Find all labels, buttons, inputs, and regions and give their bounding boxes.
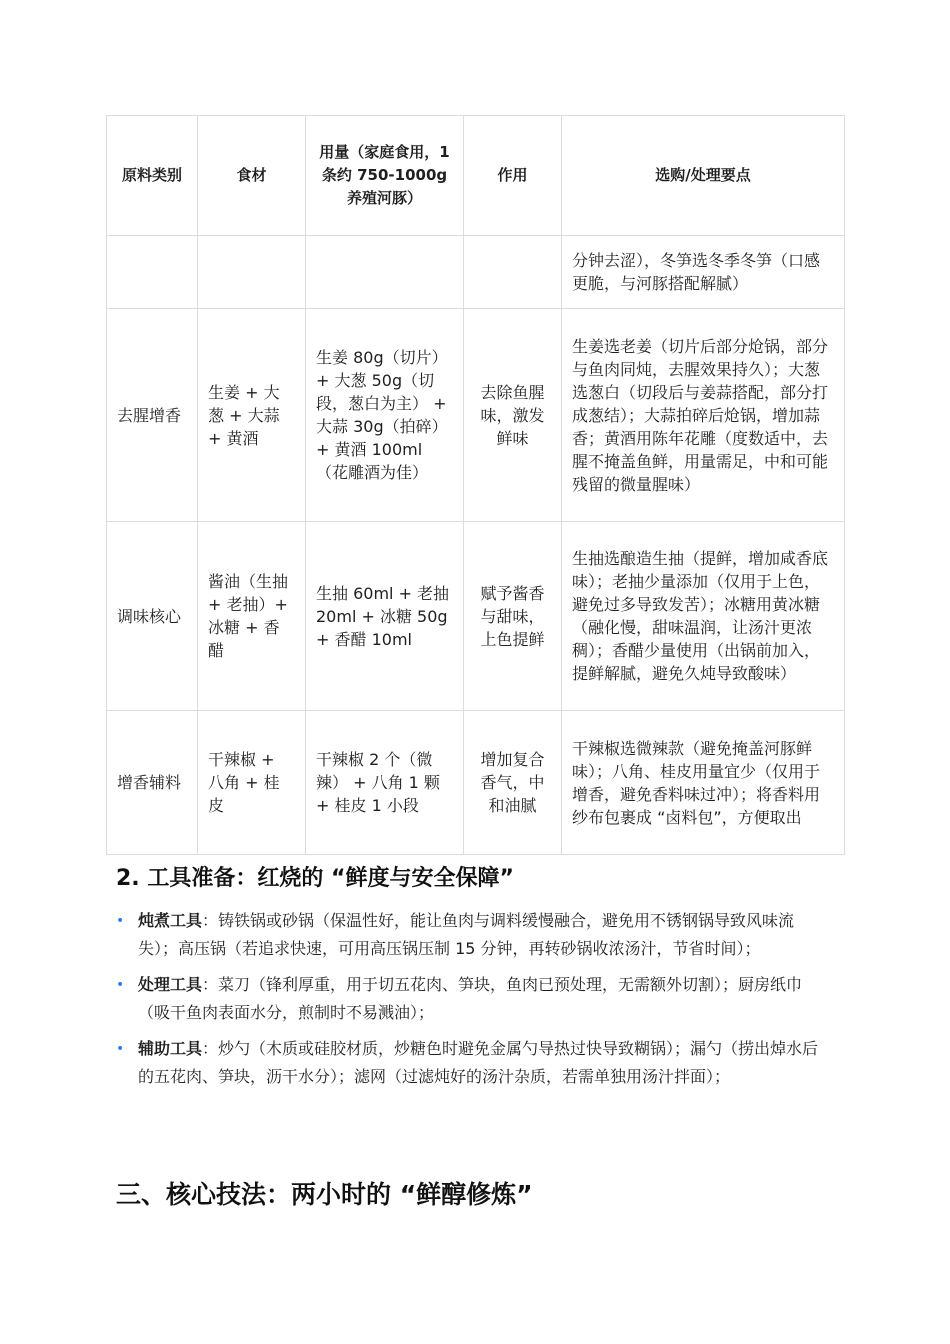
cell-tips: 生抽选酿造生抽（提鲜，增加咸香底味）；老抽少量添加（仅用于上色，避免过多导致发苦）；冰糖用黄冰糖（融化慢，甜味温润，让汤汁更浓稠）；香醋少量使用（出锅前加入，提鲜解腻，避免久炖导致酸味） [562, 522, 845, 711]
list-item [116, 907, 828, 963]
table-row [107, 711, 845, 855]
cell-food: 酱油（生抽 + 老抽）+ 冰糖 + 香醋 [198, 522, 306, 711]
list-item [116, 1035, 828, 1091]
item-text: ：铸铁锅或砂锅（保温性好，能让鱼肉与调料缓慢融合，避免用不锈钢锅导致风味流失）；高压锅（若追求快速，可用高压锅压制 15 分钟，再转砂锅收浓汤汁，节省时间）； [138, 911, 795, 958]
cell-category: 去腥增香 [107, 309, 198, 522]
header-amount: 用量（家庭食用，1 条约 750-1000g 养殖河豚） [306, 116, 464, 236]
list-item [116, 971, 828, 1027]
bullet-icon: • [116, 913, 125, 929]
cell-food: 干辣椒 + 八角 + 桂皮 [198, 711, 306, 855]
section-3-title: 三、核心技法：两小时的 “鲜醇修炼” [116, 1180, 533, 1209]
cell-food [198, 236, 306, 309]
table-row [107, 309, 845, 522]
tools-list [116, 907, 828, 1099]
item-text: ：炒勺（木质或硅胶材质，炒糖色时避免金属勺导热过快导致糊锅）；漏勺（捞出焯水后的五花肉、笋块，沥干水分）；滤网（过滤炖好的汤汁杂质，若需单独用汤汁拌面）； [138, 1039, 819, 1086]
cell-tips: 分钟去涩），冬笋选冬季冬笋（口感更脆，与河豚搭配解腻） [562, 236, 845, 309]
item-text: ：菜刀（锋利厚重，用于切五花肉、笋块，鱼肉已预处理，无需额外切割）；厨房纸巾（吸干鱼肉表面水分，煎制时不易溅油）； [138, 975, 803, 1022]
header-role: 作用 [464, 116, 562, 236]
cell-role [464, 236, 562, 309]
cell-amount: 生姜 80g（切片） + 大葱 50g（切段，葱白为主） + 大蒜 30g（拍碎） + 黄酒 100ml（花雕酒为佳） [306, 309, 464, 522]
cell-role: 增加复合香气，中和油腻 [464, 711, 562, 855]
cell-amount: 干辣椒 2 个（微辣） + 八角 1 颗 + 桂皮 1 小段 [306, 711, 464, 855]
header-food: 食材 [198, 116, 306, 236]
cell-category: 增香辅料 [107, 711, 198, 855]
cell-role: 赋予酱香与甜味，上色提鲜 [464, 522, 562, 711]
item-label: 辅助工具 [138, 1039, 203, 1058]
cell-food: 生姜 + 大葱 + 大蒜 + 黄酒 [198, 309, 306, 522]
cell-tips: 干辣椒选微辣款（避免掩盖河豚鲜味）；八角、桂皮用量宜少（仅用于增香，避免香料味过冲）；将香料用纱布包裹成 “卤料包”，方便取出 [562, 711, 845, 855]
table-row [107, 522, 845, 711]
bullet-icon: • [116, 1041, 125, 1057]
table-header-row [107, 116, 845, 236]
cell-amount: 生抽 60ml + 老抽 20ml + 冰糖 50g + 香醋 10ml [306, 522, 464, 711]
table-row [107, 236, 845, 309]
cell-category [107, 236, 198, 309]
ingredients-table [106, 115, 845, 855]
header-tips: 选购/处理要点 [562, 116, 845, 236]
item-label: 炖煮工具 [138, 911, 203, 930]
cell-category: 调味核心 [107, 522, 198, 711]
cell-tips: 生姜选老姜（切片后部分炝锅，部分与鱼肉同炖，去腥效果持久）；大葱选葱白（切段后与姜蒜搭配，部分打成葱结）；大蒜拍碎后炝锅，增加蒜香；黄酒用陈年花雕（度数适中，去腥不掩盖鱼鲜，用量需足，中和可能残留的微量腥味） [562, 309, 845, 522]
item-label: 处理工具 [138, 975, 203, 994]
cell-role: 去除鱼腥味，激发鲜味 [464, 309, 562, 522]
cell-amount [306, 236, 464, 309]
bullet-icon: • [116, 977, 125, 993]
section-2-title: 2. 工具准备：红烧的 “鲜度与安全保障” [116, 866, 514, 891]
header-category: 原料类别 [107, 116, 198, 236]
